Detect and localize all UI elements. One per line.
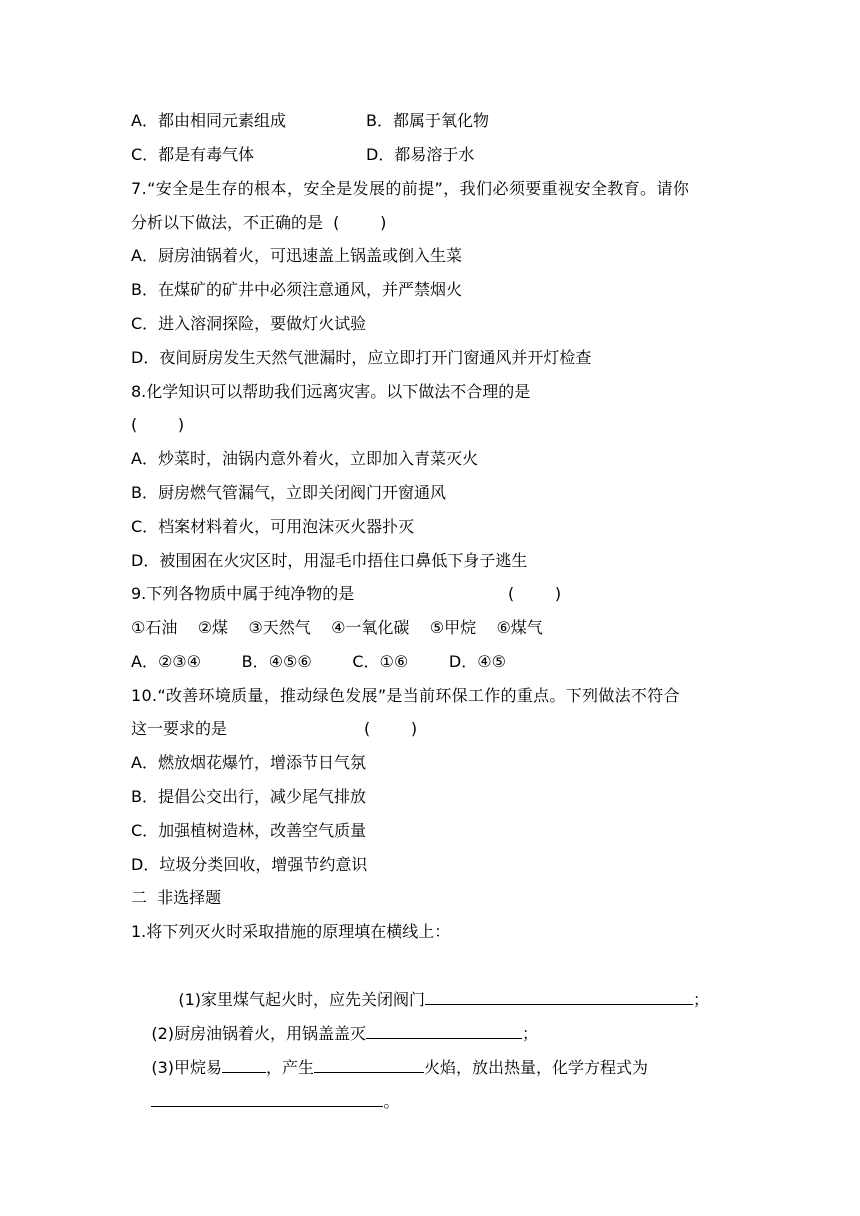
s2-part1-text: (1)家里煤气起火时，应先关闭阀门 xyxy=(178,990,426,1009)
q10-stem-line2: 这一要求的是 xyxy=(131,719,228,738)
q8-option-c: C．档案材料着火，可用泡沫灭火器扑灭 xyxy=(131,517,415,536)
q7-option-b: B．在煤矿的矿井中必须注意通风，并严禁烟火 xyxy=(131,280,462,299)
q10-answer-paren: ( ) xyxy=(364,719,418,738)
q6-option-b: B．都属于氧化物 xyxy=(366,111,489,130)
s2-q1-stem: 1.将下列灭火时采取措施的原理填在横线上： xyxy=(131,922,451,941)
q10-option-c: C．加强植树造林，改善空气质量 xyxy=(131,821,367,840)
q10-stem-line1: 10.“改善环境质量，推动绿色发展”是当前环保工作的重点。下列做法不符合 xyxy=(131,686,680,705)
q8-option-d: D．被围困在火灾区时，用湿毛巾捂住口鼻低下身子逃生 xyxy=(131,551,528,570)
s2-part3-text-c: 火焰，放出热量，化学方程式为 xyxy=(424,1058,649,1077)
q6-option-d: D．都易溶于水 xyxy=(366,145,475,164)
q8-stem-line1: 8.化学知识可以帮助我们远离灾害。以下做法不合理的是 xyxy=(131,382,531,401)
q7-option-a: A．厨房油锅着火，可迅速盖上锅盖或倒入生菜 xyxy=(131,246,462,265)
section-heading: 二 非选择题 xyxy=(131,888,222,907)
q9-options: A．②③④ B．④⑤⑥ C．①⑥ D．④⑤ xyxy=(131,652,506,671)
s2-part2-end: ； xyxy=(522,1024,539,1043)
q10-option-d: D．垃圾分类回收，增强节约意识 xyxy=(131,855,368,874)
q9-substance-list: ①石油 ②煤 ③天然气 ④一氧化碳 ⑤甲烷 ⑥煤气 xyxy=(131,618,543,637)
q9-answer-paren: ( ) xyxy=(508,584,562,603)
s2-part3-equation xyxy=(131,1070,399,1132)
q10-option-a: A．燃放烟花爆竹，增添节日气氛 xyxy=(131,753,366,772)
q7-option-d: D．夜间厨房发生天然气泄漏时，应立即打开门窗通风并开灯检查 xyxy=(131,348,592,367)
s2-part3-text-b: ，产生 xyxy=(266,1058,315,1077)
q8-option-b: B．厨房燃气管漏气，立即关闭阀门开窗通风 xyxy=(131,483,446,502)
s2-part2-text: (2)厨房油锅着火，用锅盖盖灭 xyxy=(151,1024,367,1043)
q8-stem-line2: ( ) xyxy=(131,415,185,434)
s2-part3-end: 。 xyxy=(383,1092,400,1111)
q8-option-a: A．炒菜时，油锅内意外着火，立即加入青菜灭火 xyxy=(131,449,478,468)
q6-option-c: C．都是有毒气体 xyxy=(131,145,255,164)
q7-stem-line1: 7.“安全是生存的根本，安全是发展的前提”，我们必须要重视安全教育。请你 xyxy=(131,179,690,198)
q7-stem-line2: 分析以下做法，不正确的是 ( ) xyxy=(131,213,387,232)
s2-part3-text-a: (3)甲烷易 xyxy=(151,1058,223,1077)
q7-option-c: C．进入溶洞探险，要做灯火试验 xyxy=(131,314,367,333)
s2-part1-end: ； xyxy=(693,990,710,1009)
q9-stem: 9.下列各物质中属于纯净物的是 xyxy=(131,584,355,603)
q10-option-b: B．提倡公交出行，减少尾气排放 xyxy=(131,787,366,806)
q6-option-a: A．都由相同元素组成 xyxy=(131,111,286,130)
answer-blank-equation[interactable] xyxy=(151,1090,383,1107)
